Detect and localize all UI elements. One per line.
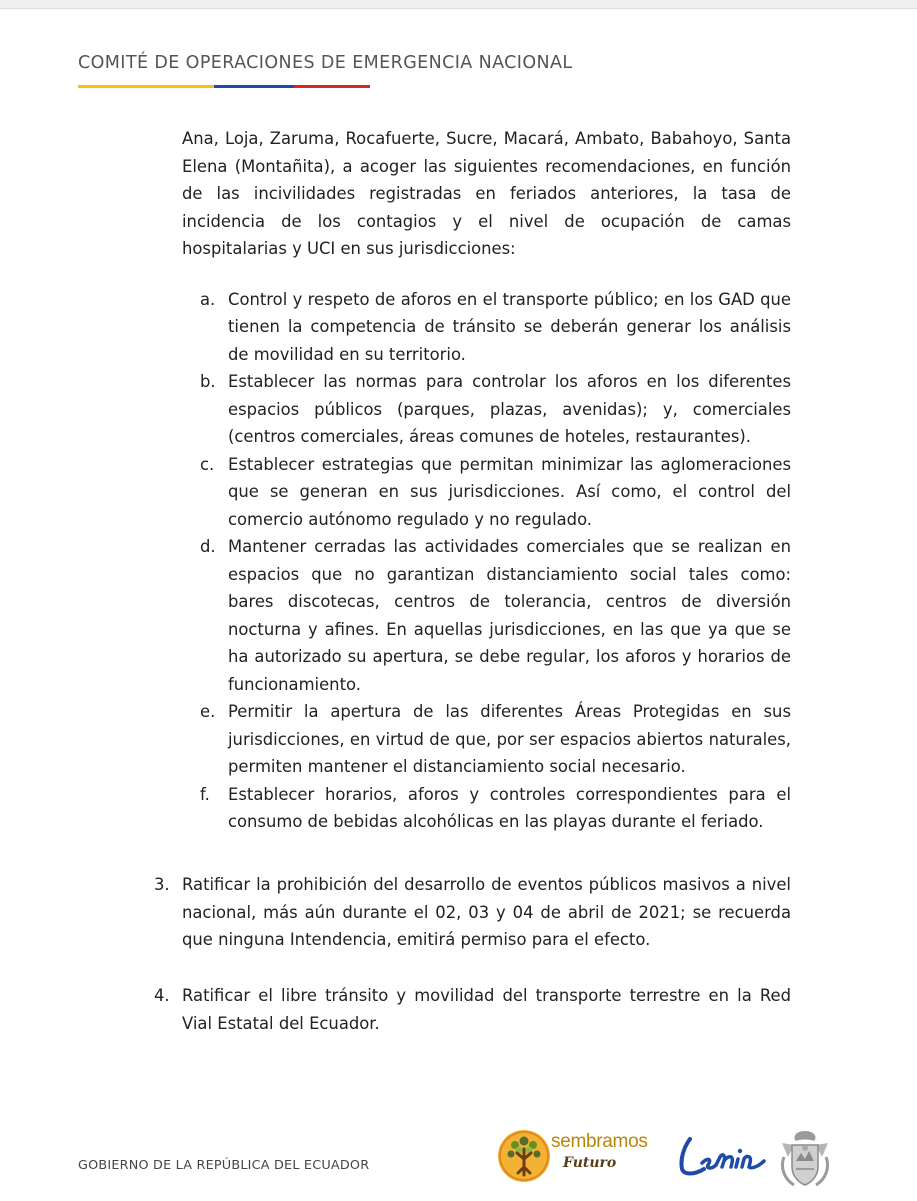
lenin-signature-icon xyxy=(676,1133,768,1179)
recommendation-item xyxy=(200,781,791,836)
flag-color-line xyxy=(78,85,370,88)
flag-red-stripe xyxy=(294,85,370,88)
item-marker: d. xyxy=(200,537,216,556)
item-text: Mantener cerradas las actividades comerciales que se realizan en espacios que no garantizan distanciamiento social tales como: bares discotecas, centros de tolerancia, centros de diversión nocturna y afines. En aquellas jurisdicciones, en las que ya que se ha autorizado su apertura, se debe regular, los aforos y horarios de funcionamiento. xyxy=(228,537,791,694)
coat-of-arms xyxy=(774,1127,836,1191)
item-text: Control y respeto de aforos en el transporte público; en los GAD que tienen la competencia de tránsito se deberán generar los análisis de movilidad en su territorio. xyxy=(228,289,791,364)
document-body xyxy=(182,125,791,836)
sembramos-futuro-logo xyxy=(497,1127,657,1189)
lenin-logo xyxy=(676,1133,768,1179)
item-marker: e. xyxy=(200,702,216,721)
futuro-wordmark: Futuro xyxy=(563,1155,617,1171)
item-text: Establecer horarios, aforos y controles correspondientes para el consumo de bebidas alcohólicas en las playas durante el feriado. xyxy=(228,784,791,831)
item-text: Establecer estrategias que permitan minimizar las aglomeraciones que se generan en sus jurisdicciones. Así como, el control del comercio autónomo regulado y no regulado. xyxy=(228,454,791,529)
footer-government-label: GOBIERNO DE LA REPÚBLICA DEL ECUADOR xyxy=(78,1158,370,1173)
flag-yellow-stripe xyxy=(78,85,214,88)
resolution-item xyxy=(154,982,791,1037)
flag-blue-stripe xyxy=(214,85,294,88)
recommendation-item xyxy=(200,286,791,369)
item-text: Ratificar la prohibición del desarrollo de eventos públicos masivos a nivel nacional, más aún durante el 02, 03 y 04 de abril de 2021; se recuerda que ninguna Intendencia, emitirá permiso para el efecto. xyxy=(182,875,791,949)
item-marker: 3. xyxy=(154,875,170,894)
recommendation-item xyxy=(200,451,791,534)
item-marker: f. xyxy=(200,784,210,804)
resolution-list-3 xyxy=(154,871,791,954)
recommendation-item xyxy=(200,368,791,451)
coat-of-arms-icon xyxy=(774,1127,836,1191)
recommendation-item xyxy=(200,698,791,781)
item-marker: 4. xyxy=(154,986,170,1005)
header-title: COMITÉ DE OPERACIONES DE EMERGENCIA NACIONAL xyxy=(78,53,573,73)
item-marker: a. xyxy=(200,289,216,309)
item-marker: b. xyxy=(200,372,216,391)
sembramos-wordmark: sembramos xyxy=(551,1131,648,1152)
tree-logo-icon xyxy=(497,1127,551,1185)
item-text: Permitir la apertura de las diferentes Áreas Protegidas en sus jurisdicciones, en virtud de que, por ser espacios abiertos naturales, permiten mantener el distanciamiento social necesario. xyxy=(228,702,791,776)
item-text: Ratificar el libre tránsito y movilidad del transporte terrestre en la Red Vial Estatal del Ecuador. xyxy=(182,986,791,1033)
intro-paragraph: Ana, Loja, Zaruma, Rocafuerte, Sucre, Macará, Ambato, Babahoyo, Santa Elena (Montañita), a acoger las siguientes recomendaciones, en función de las incivilidades registradas en feriados anteriores, la tasa de incidencia de los contagios y el nivel de ocupación de camas hospitalarias y UCI en sus jurisdicciones: xyxy=(182,129,791,258)
item-marker: c. xyxy=(200,454,215,474)
item-text: Establecer las normas para controlar los aforos en los diferentes espacios públicos (parques, plazas, avenidas); y, comerciales (centros comerciales, áreas comunes de hoteles, restaurantes). xyxy=(228,372,791,446)
document-page xyxy=(0,8,917,1201)
recommendation-item xyxy=(200,533,791,698)
resolution-list-4 xyxy=(154,982,791,1037)
recommendations-list xyxy=(182,286,791,836)
resolution-item xyxy=(154,871,791,954)
